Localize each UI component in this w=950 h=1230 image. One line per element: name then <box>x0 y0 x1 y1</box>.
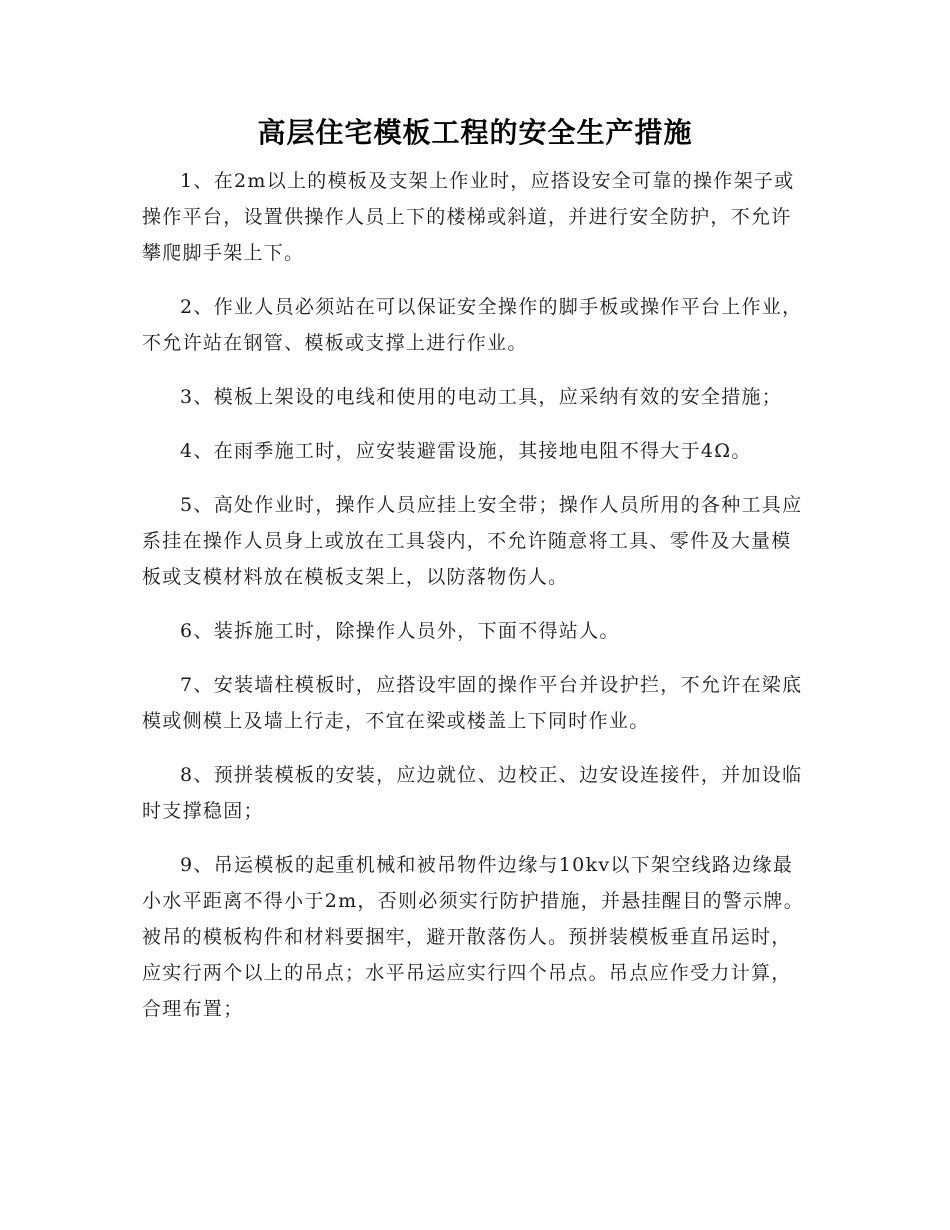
paragraph-9: 9、吊运模板的起重机械和被吊物件边缘与10kv以下架空线路边缘最小水平距离不得小于2m，否则必须实行防护措施，并悬挂醒目的警示牌。被吊的模板构件和材料要捆牢，避开散落伤人。预拼装模板垂直吊运时，应实行两个以上的吊点；水平吊运应实行四个吊点。吊点应作受力计算，合理布置； <box>142 854 805 1020</box>
paragraph-1: 1、在2m以上的模板及支架上作业时，应搭设安全可靠的操作架子或操作平台，设置供操作人员上下的楼梯或斜道，并进行安全防护，不允许攀爬脚手架上下。 <box>142 170 795 264</box>
paragraph-4: 4、在雨季施工时，应安装避雷设施，其接地电阻不得大于4Ω。 <box>180 440 752 462</box>
paragraph-7: 7、安装墙柱模板时，应搭设牢固的操作平台并设护拦，不允许在梁底模或侧模上及墙上行走，不宜在梁或楼盖上下同时作业。 <box>142 674 803 732</box>
paragraph-5: 5、高处作业时，操作人员应挂上安全带；操作人员所用的各种工具应系挂在操作人员身上或放在工具袋内，不允许随意将工具、零件及大量模板或支模材料放在模板支架上，以防落物伤人。 <box>142 494 803 588</box>
paragraph-2: 2、作业人员必须站在可以保证安全操作的脚手板或操作平台上作业，不允许站在钢管、模板或支撑上进行作业。 <box>142 296 803 354</box>
paragraph-6: 6、装拆施工时，除操作人员外，下面不得站人。 <box>180 620 620 642</box>
paragraph-3: 3、模板上架设的电线和使用的电动工具，应采纳有效的安全措施； <box>180 386 783 408</box>
document-title: 高层住宅模板工程的安全生产措施 <box>257 116 693 149</box>
paragraph-8: 8、预拼装模板的安装，应边就位、边校正、边安设连接件，并加设临时支撑稳固； <box>142 764 803 822</box>
document-body <box>142 163 810 1045</box>
